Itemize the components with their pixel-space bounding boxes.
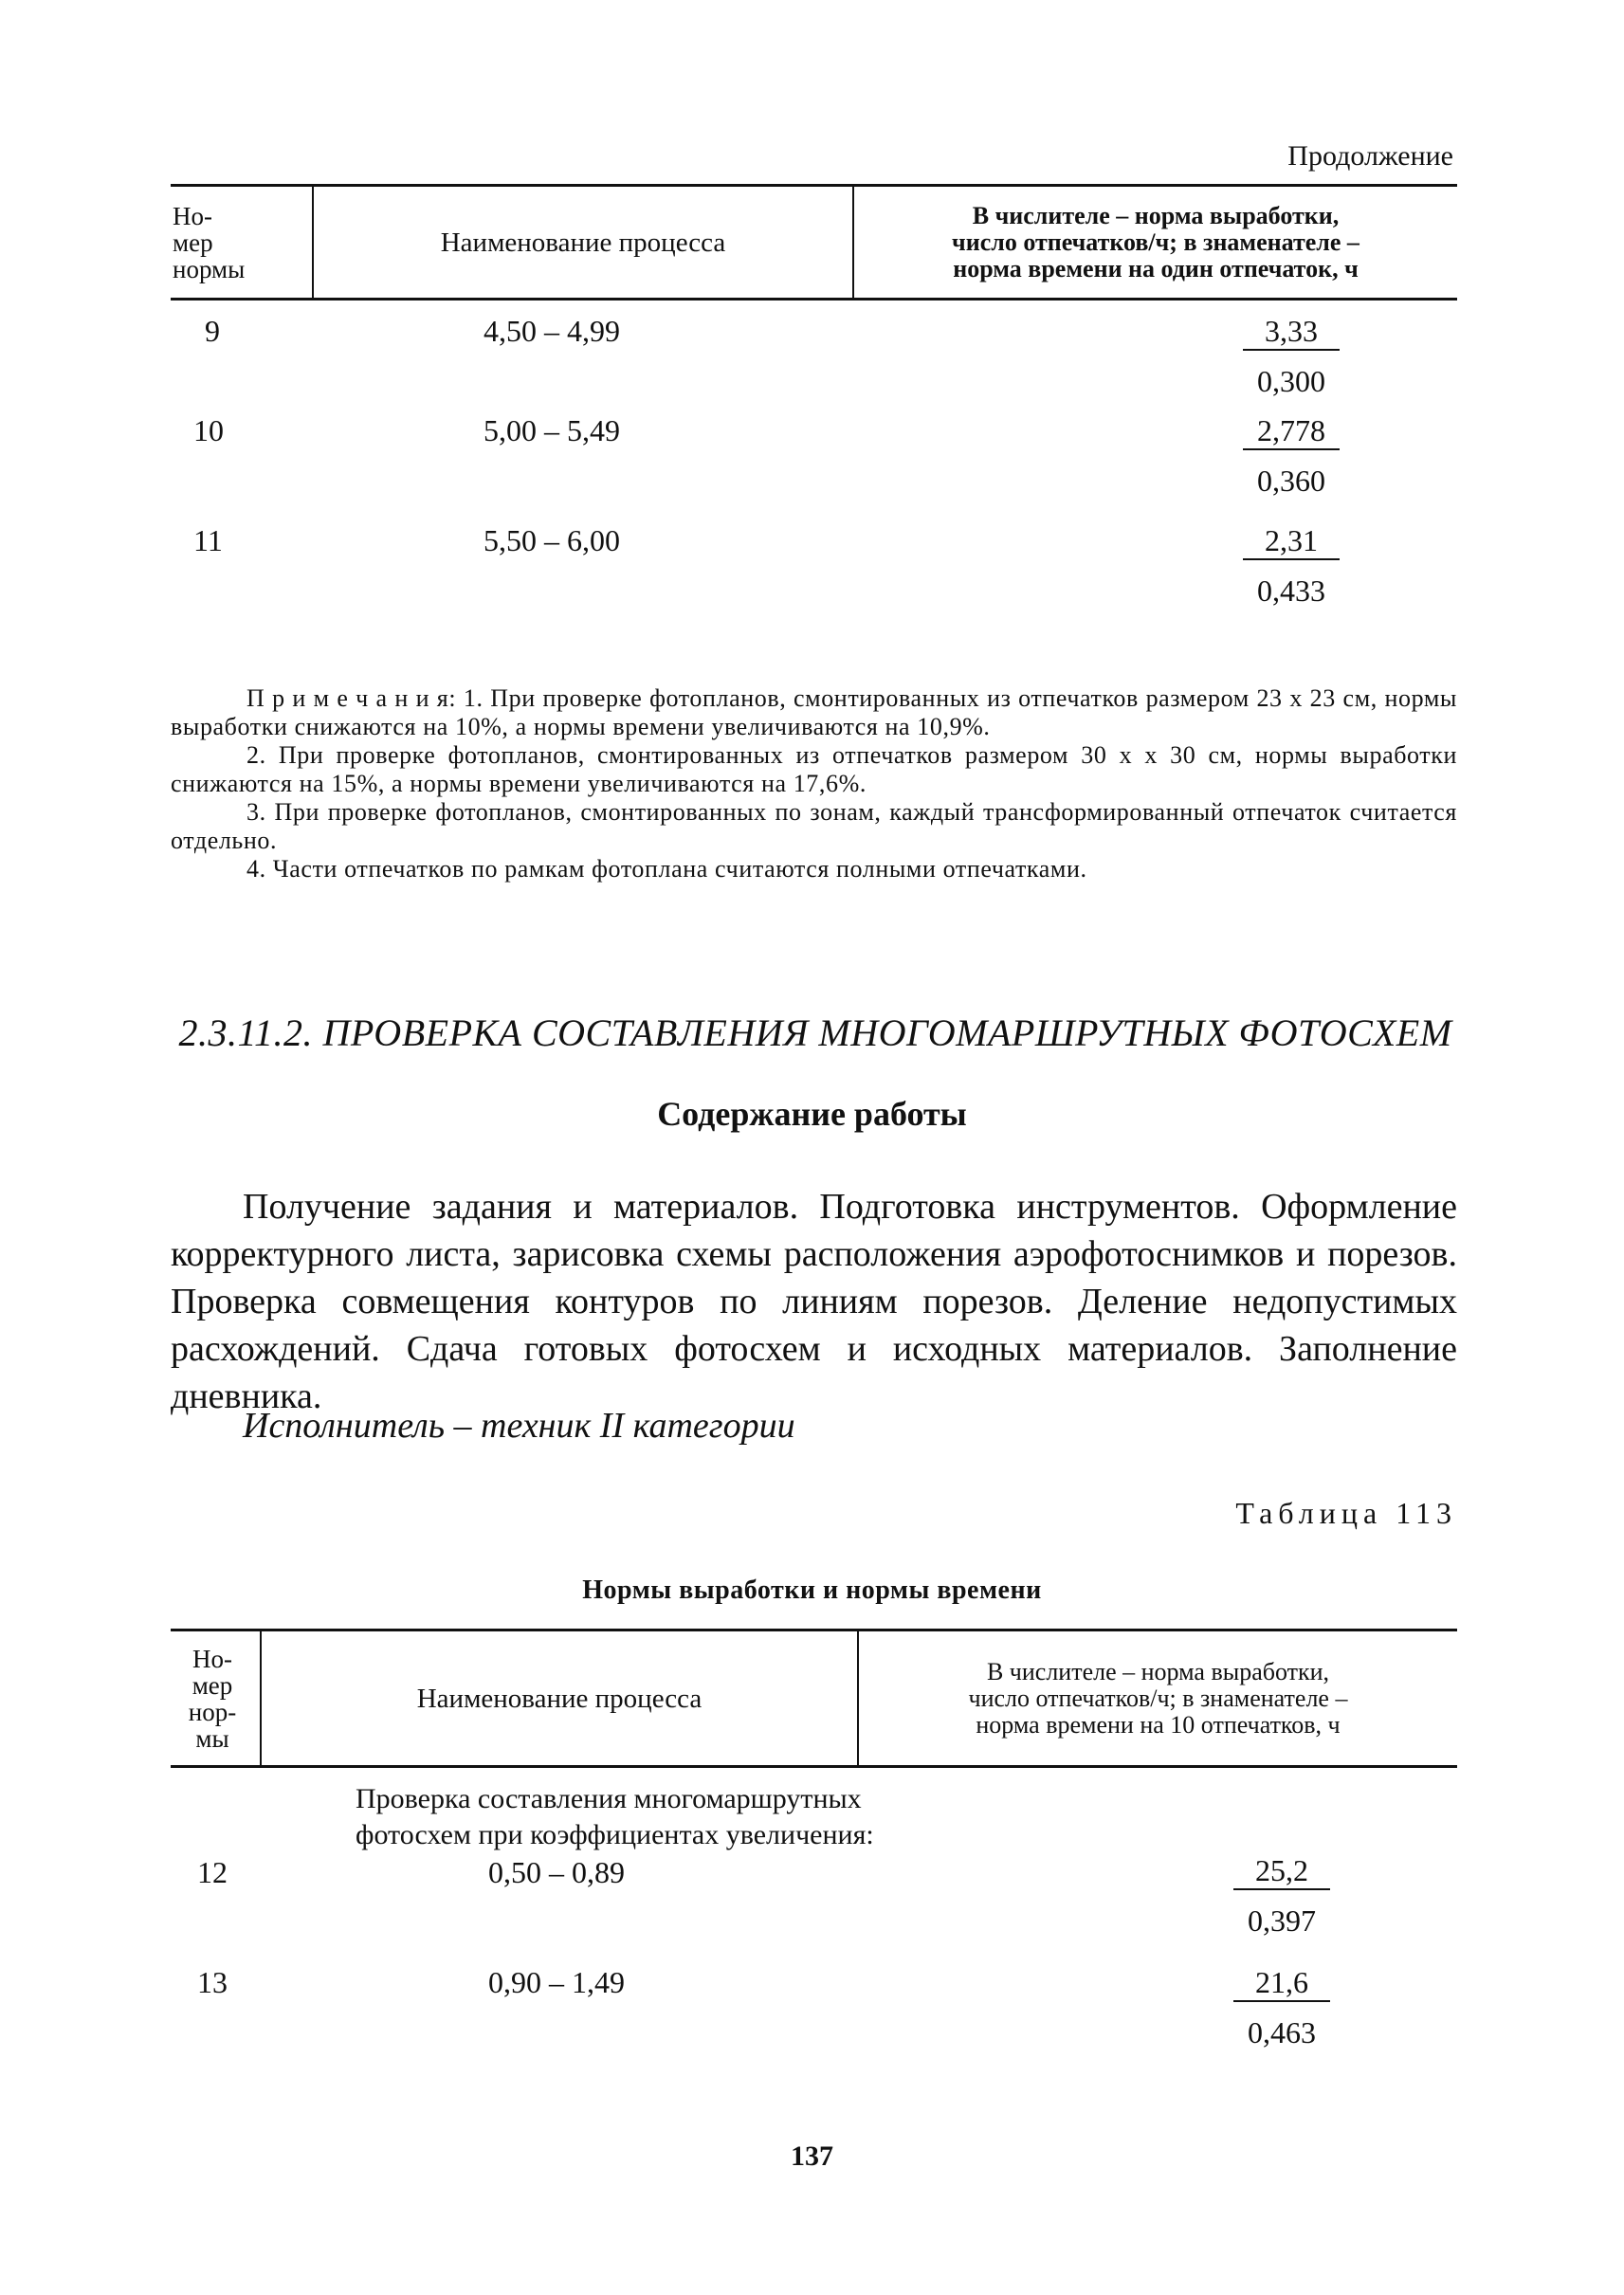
table-row: [171, 1959, 1457, 2066]
note-4: 4. Части отпечатков по рамкам фотоплана считаются полными отпечатками.: [246, 855, 1087, 883]
table-row: [171, 300, 1457, 411]
fraction-denominator: 0,300: [1257, 364, 1325, 398]
fraction-denominator: 0,397: [1248, 1903, 1316, 1938]
norm-fraction: [1239, 314, 1343, 399]
table-row: [171, 411, 1457, 523]
fraction-numerator: 2,31: [1243, 523, 1340, 560]
notes-block: [171, 684, 1457, 883]
fraction-numerator: 2,778: [1243, 413, 1340, 450]
row-number: 9: [205, 314, 220, 348]
row-number: 12: [197, 1855, 228, 1889]
table-row: [171, 523, 1457, 635]
norms-table-113: [171, 1629, 1457, 2066]
column-header-norms: В числителе – норма выработки, число отпечатков/ч; в знаменателе – норма времени на один отпечаток, ч: [853, 186, 1457, 300]
process-intro: Проверка составления многомаршрутных фотосхем при коэффициентах увеличения:: [356, 1783, 874, 1850]
continued-label: Продолжение: [1287, 140, 1453, 172]
row-number: 11: [193, 522, 223, 557]
row-process: 0,50 – 0,89: [488, 1855, 625, 1889]
norm-fraction: [1230, 1853, 1334, 1939]
row-process: 0,90 – 1,49: [488, 1965, 625, 1999]
fraction-denominator: 0,360: [1257, 463, 1325, 498]
fraction-denominator: 0,433: [1257, 573, 1325, 608]
note-3: 3. При проверке фотопланов, смонтированных по зонам, каждый трансформированный отпечаток считается отдельно.: [171, 798, 1457, 854]
row-number: 10: [193, 412, 224, 447]
note-2: 2. При проверке фотопланов, смонтированных из отпечатков размером 30 х х 30 см, нормы выработки снижаются на 15%, а нормы времени увеличиваются на 17,6%.: [171, 741, 1457, 797]
fraction-numerator: 3,33: [1243, 314, 1340, 351]
row-process: 4,50 – 4,99: [484, 314, 620, 348]
norm-fraction: [1239, 523, 1343, 609]
executor-line: Исполнитель – техник II категории: [243, 1406, 795, 1446]
work-content-heading: Содержание работы: [657, 1095, 967, 1133]
page-number: 137: [791, 2140, 833, 2172]
norms-table-continued: [171, 184, 1457, 635]
column-header-process: Наименование процесса: [261, 1630, 858, 1767]
norm-fraction: [1239, 413, 1343, 499]
table-number-label: Таблица 113: [1235, 1496, 1457, 1530]
fraction-numerator: 25,2: [1233, 1853, 1330, 1890]
row-number: 13: [197, 1965, 228, 1999]
table-row: [171, 1853, 1457, 1959]
row-process: 5,50 – 6,00: [484, 522, 620, 557]
work-content-paragraph: Получение задания и материалов. Подготовка инструментов. Оформление корректурного листа, зарисовка схемы расположения аэрофотоснимков и порезов. Проверка совмещения контуров по линиям порезов. Деление недопустимых расхождений. Сдача готовых фотосхем и исходных материалов. Заполнение дневника.: [171, 1187, 1457, 1416]
fraction-numerator: 21,6: [1233, 1965, 1330, 2002]
column-header-norms: В числителе – норма выработки, число отпечатков/ч; в знаменателе – норма времени на 10 отпечатков, ч: [858, 1630, 1457, 1767]
table-row-intro: [171, 1767, 1457, 1854]
note-1: П р и м е ч а н и я: 1. При проверке фотопланов, смонтированных из отпечатков размером 23 х 23 см, нормы выработки снижаются на 10%, а нормы времени увеличиваются на 10,9%.: [171, 684, 1457, 740]
fraction-denominator: 0,463: [1248, 2015, 1316, 2049]
column-header-number: Но- мер нормы: [173, 201, 246, 283]
row-process: 5,00 – 5,49: [484, 412, 620, 447]
section-heading: 2.3.11.2. ПРОВЕРКА СОСТАВЛЕНИЯ МНОГОМАРШРУТНЫХ ФОТОСХЕМ: [178, 1011, 1452, 1054]
table-title: Нормы выработки и нормы времени: [582, 1576, 1042, 1605]
column-header-process: Наименование процесса: [313, 186, 853, 300]
norm-fraction: [1230, 1965, 1334, 2050]
column-header-number: Но- мер нор- мы: [188, 1644, 237, 1753]
